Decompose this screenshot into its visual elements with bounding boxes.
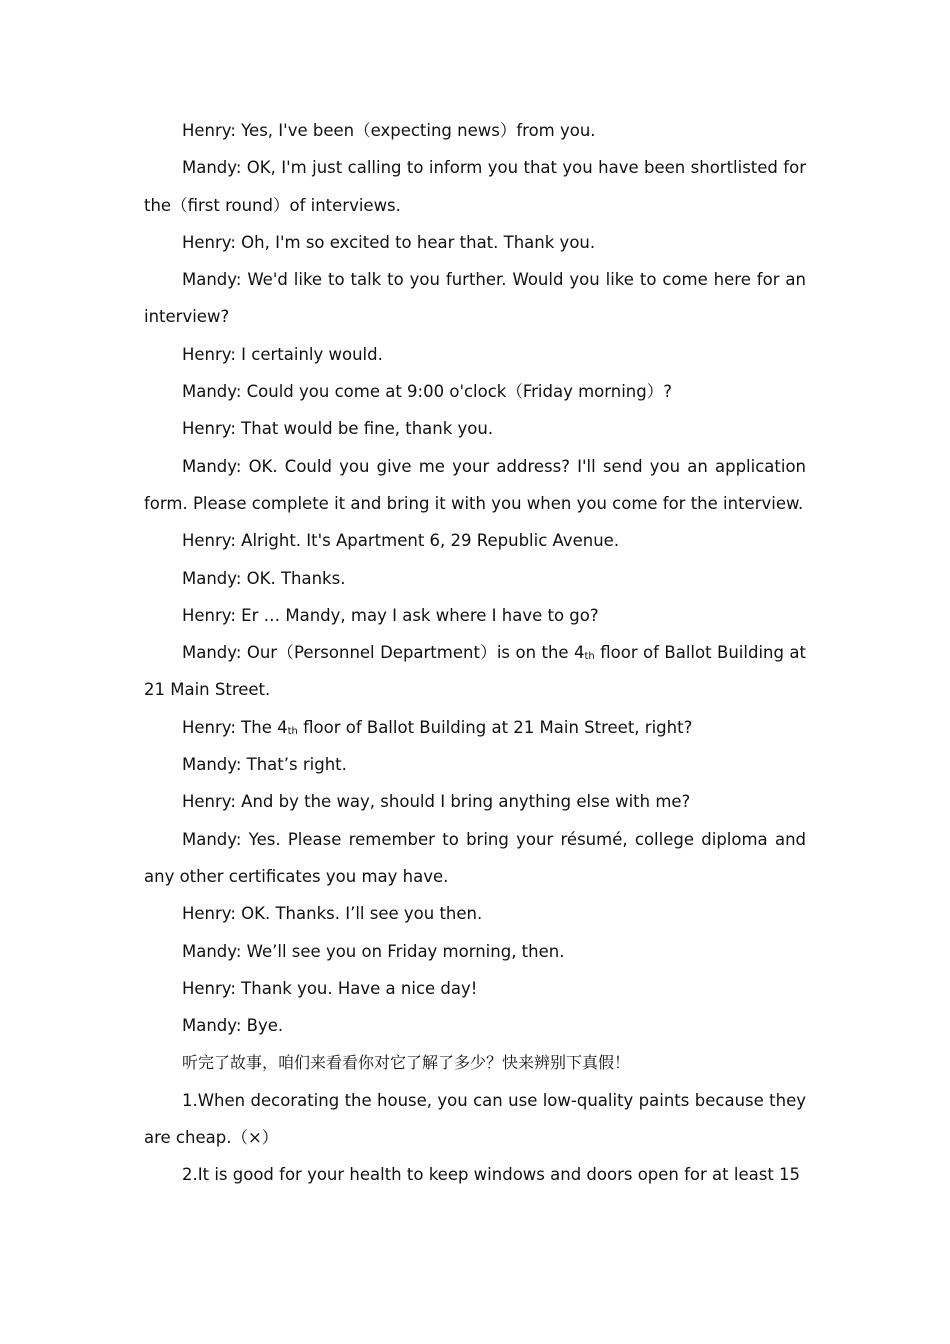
- dialogue-line: Henry: Thank you. Have a nice day!: [182, 978, 478, 998]
- line-text: floor of Ballot Building at 21 Main Street.: [144, 643, 806, 700]
- dialogue-line: Henry: That would be fine, thank you.: [182, 419, 494, 439]
- dialogue-line: Mandy: Yes. Please remember to bring your résumé, college diploma and any other certificates you may have.: [144, 829, 806, 886]
- dialogue-text: [144, 112, 806, 1194]
- quiz-item: 2.It is good for your health to keep windows and doors open for at least 15: [182, 1165, 801, 1185]
- dialogue-line: Mandy: We’ll see you on Friday morning, then.: [182, 941, 565, 961]
- dialogue-line: [144, 709, 806, 746]
- line-text: floor of Ballot Building at 21 Main Street, right?: [297, 717, 693, 737]
- quiz-item: 1.When decorating the house, you can use low-quality paints because they are cheap.（×）: [144, 1090, 806, 1148]
- dialogue-line: Henry: And by the way, should I bring anything else with me?: [182, 792, 691, 812]
- quiz-intro: 听完了故事，咱们来看看你对它了解了多少？快来辨别下真假！: [182, 1053, 631, 1073]
- ordinal-suffix: th: [287, 725, 298, 737]
- dialogue-line: Mandy: OK. Thanks.: [182, 568, 346, 588]
- dialogue-line: Henry: Er … Mandy, may I ask where I have to go?: [182, 605, 599, 625]
- dialogue-line: Mandy: Bye.: [182, 1016, 284, 1036]
- line-text: Mandy: Our（Personnel Department）is on the 4: [182, 643, 585, 663]
- dialogue-line: Henry: I certainly would.: [182, 344, 383, 364]
- ordinal-suffix: th: [584, 651, 595, 663]
- dialogue-line: Henry: Oh, I'm so excited to hear that. Thank you.: [182, 232, 596, 252]
- dialogue-line: Mandy: That’s right.: [182, 755, 347, 775]
- dialogue-line: Mandy: OK. Could you give me your address? I'll send you an application form. Please complete it and bring it with you when you come for the interview.: [144, 456, 806, 513]
- dialogue-line: Henry: Alright. It's Apartment 6, 29 Republic Avenue.: [182, 531, 620, 551]
- dialogue-line: Mandy: We'd like to talk to you further. Would you like to come here for an interview?: [144, 270, 806, 327]
- line-text: Henry: The 4: [182, 717, 288, 737]
- dialogue-line: Mandy: Could you come at 9:00 o'clock（Friday morning）?: [182, 382, 672, 402]
- dialogue-line: Henry: Yes, I've been（expecting news）from you.: [182, 121, 596, 140]
- dialogue-line: Mandy: OK, I'm just calling to inform you that you have been shortlisted for the（first round）of interviews.: [144, 158, 806, 215]
- dialogue-line: Henry: OK. Thanks. I’ll see you then.: [182, 904, 483, 924]
- dialogue-line: [144, 634, 806, 709]
